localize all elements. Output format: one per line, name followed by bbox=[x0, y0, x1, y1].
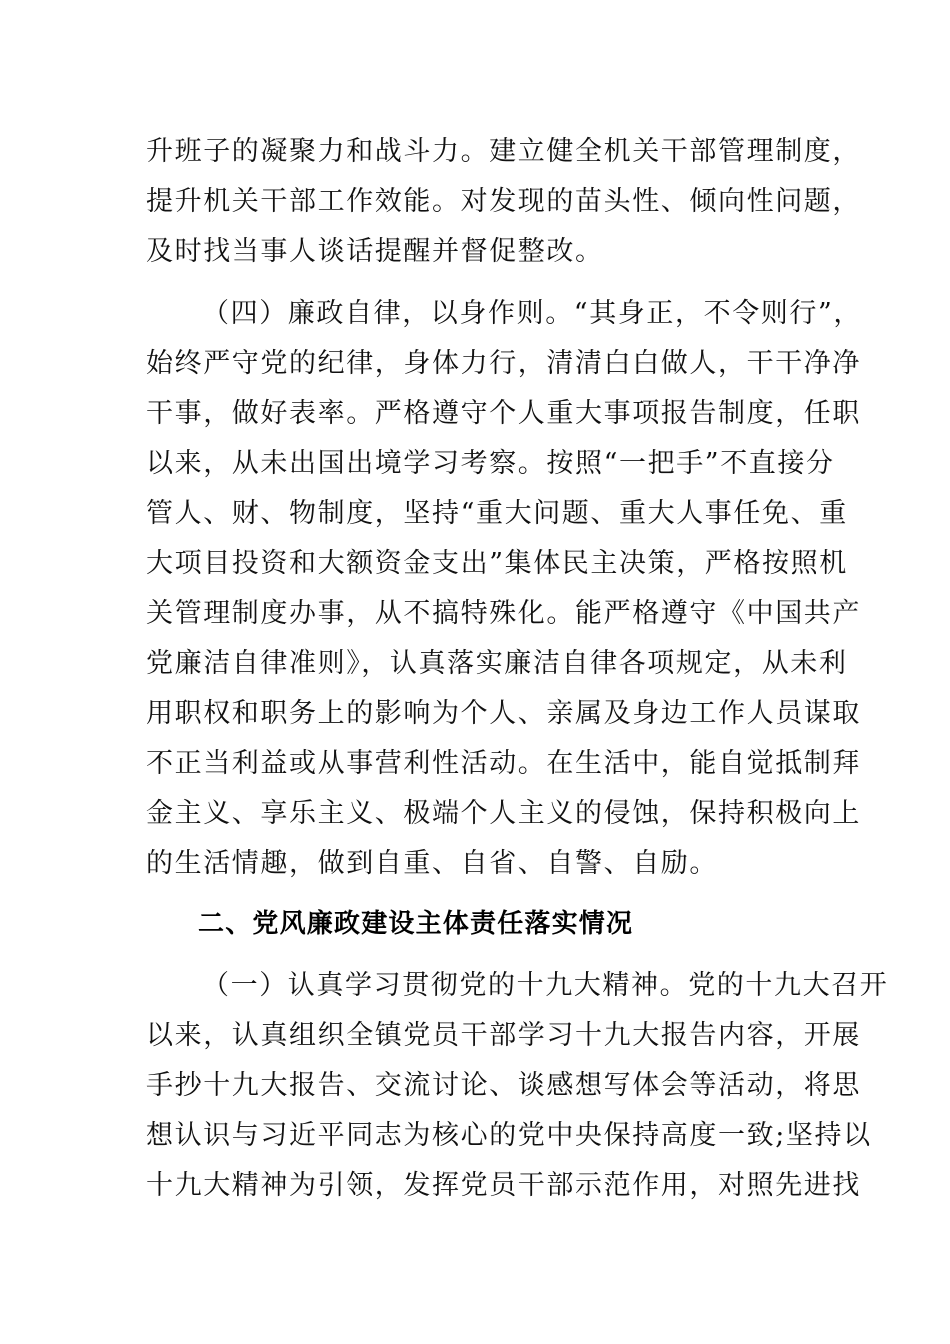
paragraph-line: 的生活情趣，做到自重、自省、自警、自励。 bbox=[146, 848, 718, 879]
paragraph-line: 大项目投资和大额资金支出”集体民主决策，严格按照机 bbox=[146, 548, 848, 579]
paragraph-line: 手抄十九大报告、交流讨论、谈感想写体会等活动，将思 bbox=[146, 1070, 861, 1101]
paragraph-line: （四）廉政自律，以身作则。“其身正，不令则行”， bbox=[202, 298, 863, 329]
paragraph-line: 关管理制度办事，从不搞特殊化。能严格遵守《中国共产 bbox=[146, 598, 861, 629]
section-heading: 二、党风廉政建设主体责任落实情况 bbox=[198, 909, 634, 939]
paragraph-line: （一）认真学习贯彻党的十九大精神。党的十九大召开 bbox=[202, 970, 889, 1001]
paragraph-line: 提升机关干部工作效能。对发现的苗头性、倾向性问题， bbox=[146, 186, 861, 217]
paragraph-line: 始终严守党的纪律，身体力行，清清白白做人，干干净净 bbox=[146, 348, 861, 379]
paragraph-line: 以来，从未出国出境学习考察。按照“一把手”不直接分 bbox=[146, 448, 835, 479]
paragraph-line: 管人、财、物制度，坚持“重大问题、重大人事任免、重 bbox=[146, 498, 848, 529]
paragraph-line: 党廉洁自律准则》，认真落实廉洁自律各项规定，从未利 bbox=[146, 648, 848, 679]
paragraph-line: 十九大精神为引领，发挥党员干部示范作用，对照先进找 bbox=[146, 1170, 861, 1201]
paragraph-line: 不正当利益或从事营利性活动。在生活中，能自觉抵制拜 bbox=[146, 748, 861, 779]
paragraph-line: 用职权和职务上的影响为个人、亲属及身边工作人员谋取 bbox=[146, 698, 861, 729]
paragraph-line: 及时找当事人谈话提醒并督促整改。 bbox=[146, 236, 604, 267]
paragraph-line: 升班子的凝聚力和战斗力。建立健全机关干部管理制度， bbox=[146, 136, 861, 167]
paragraph-line: 想认识与习近平同志为核心的党中央保持高度一致;坚持以 bbox=[146, 1120, 872, 1151]
paragraph-line: 金主义、享乐主义、极端个人主义的侵蚀，保持积极向上 bbox=[146, 798, 861, 829]
paragraph-line: 以来，认真组织全镇党员干部学习十九大报告内容，开展 bbox=[146, 1020, 861, 1051]
paragraph-line: 干事，做好表率。严格遵守个人重大事项报告制度，任职 bbox=[146, 398, 861, 429]
